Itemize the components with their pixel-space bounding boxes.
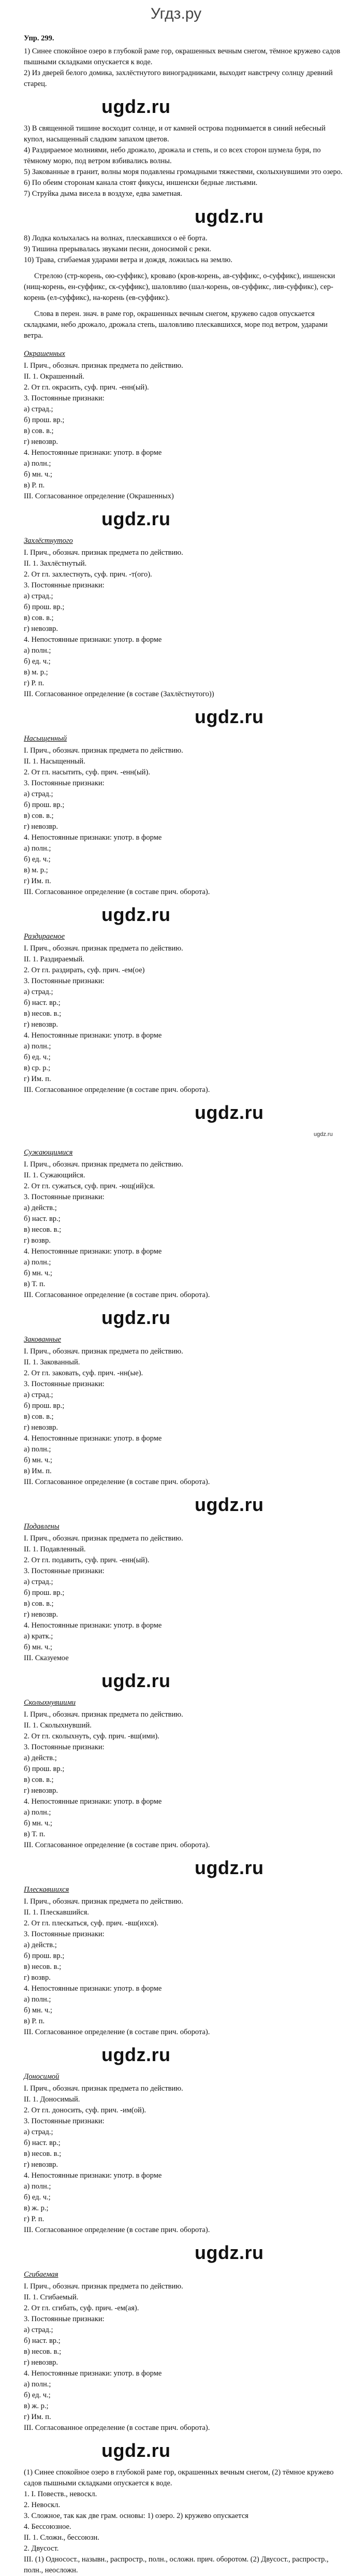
section-line: III. Сказуемое (24, 1654, 69, 1662)
section-line: г) невозвр. (24, 438, 58, 446)
section-line: в) несов. в.; (24, 2348, 62, 2356)
section-line: 4. Непостоянные признаки: употр. в форме (24, 636, 162, 644)
section-line: 2. От гл. окрасить, суф. прич. -енн(ый). (24, 383, 149, 392)
parsing-section (24, 931, 343, 1096)
section-line: в) ж. р.; (24, 2402, 49, 2410)
section-line: 3. Постоянные признаки: (24, 1930, 105, 1938)
section-line: 3. Постоянные признаки: (24, 581, 105, 589)
section-heading: Доносимой (24, 2073, 60, 2081)
section-line: III. Согласованное определение (в составе (Захлёстнутого)) (24, 690, 214, 698)
section-line: а) страд.; (24, 2128, 53, 2136)
section-line: в) несов. в.; (24, 1963, 62, 1971)
section-line: а) действ.; (24, 1754, 57, 1762)
section-line: II. 1. Сгибаемый. (24, 2293, 79, 2301)
section-line: в) м. р.; (24, 668, 48, 677)
section-heading: Закованные (24, 1335, 61, 1344)
section-line: г) невозвр. (24, 1423, 58, 1432)
section-line: 2. От гл. сколыхнуть, суф. прич. -вш(ими). (24, 1732, 159, 1740)
intro-line: 6) По обеим сторонам канала стоят фикусы, иншенски бедные листьями. (24, 179, 258, 187)
section-line: в) Т. п. (24, 1830, 46, 1838)
section-line: а) страд.; (24, 1391, 53, 1399)
section-line: 2. От гл. плескаться, суф. прич. -вш(ихся). (24, 1919, 158, 1927)
parsing-section (24, 1884, 343, 2038)
section-line: 3. Постоянные признаки: (24, 1193, 105, 1201)
parsing-section (24, 2071, 343, 2236)
section-line: I. Прич., обознач. признак предмета по действию. (24, 362, 183, 370)
section-line: б) прош. вр.; (24, 801, 65, 809)
section-line: а) полн.; (24, 459, 51, 468)
section-line: в) м. р.; (24, 866, 48, 874)
watermark: ugdz.ru (195, 706, 264, 727)
section-line: 2. От гл. раздирать, суф. прич. -ем(ое) (24, 966, 145, 974)
parsing-section (24, 1521, 343, 1664)
section-line: в) сов. в.; (24, 812, 54, 820)
section-line: 2. От гл. сужаться, суф. прич. -ющ(ий)ся. (24, 1182, 155, 1190)
section-heading: Насыщенный (24, 735, 67, 743)
section-heading: Окрашенных (24, 350, 65, 358)
final-line: II. 1. Сложн., бессоюзн. (24, 2534, 99, 2542)
intro-line: 2) Из дверей белого домика, захлёстнутого виноградниками, выходит навстречу солнцу древний старец. (24, 69, 333, 88)
intro-line: 3) В священной тишине восходит солнце, и от камней острова поднимается в синий небесный купол, насыщенный сладким запахом цветов. (24, 124, 326, 143)
section-heading: Сгибаемая (24, 2270, 58, 2279)
final-line: (1) Синее спокойное озеро в глубокой раме гор, окрашенных вечным снегом, (2) тёмное кружево садов пышными складками опускается к воде. (24, 2468, 336, 2487)
intro-line: 8) Лодка колыхалась на волнах, плескавшихся о её борта. (24, 234, 208, 242)
section-line: 4. Непостоянные признаки: употр. в форме (24, 1247, 162, 1256)
section-line: 4. Непостоянные признаки: употр. в форме (24, 833, 162, 842)
section-line: а) страд.; (24, 592, 53, 600)
section-line: а) страд.; (24, 790, 53, 798)
section-line: б) ед. ч.; (24, 1053, 51, 1061)
morphemes-paragraph: Стрелою (стр-корень, ою-суффикс), кроваво (кров-корень, ав-суффикс, о-суффикс), иншенски (нищ-корень, ен-суффикс, ск-суффикс), шаловливо (шал-корень, ов-суффикс, лив-суффикс), сер-корень (ел-суффикс), на-корень (ев-суффикс). (24, 272, 335, 302)
intro-line: 10) Трава, сгибаемая ударами ветра и дождя, ложилась на землю. (24, 256, 232, 264)
section-line: II. 1. Сужающийся. (24, 1171, 85, 1179)
section-line: I. Прич., обознач. признак предмета по действию. (24, 746, 183, 755)
watermark: ugdz.ru (195, 206, 264, 227)
section-line: II. 1. Захлёстнутый. (24, 559, 87, 568)
section-line: 2. От гл. подавить, суф. прич. -енн(ый). (24, 1556, 150, 1564)
watermark: ugdz.ru (195, 1494, 264, 1515)
section-line: а) полн.; (24, 1995, 51, 2004)
section-line: III. Согласованное определение (в составе прич. оборота). (24, 1841, 210, 1849)
section-line: 3. Постоянные признаки: (24, 394, 105, 402)
final-line: 2. Невоскл. (24, 2501, 61, 2509)
section-line: III. Согласованное определение (в составе прич. оборота). (24, 1086, 210, 1094)
section-line: а) полн.; (24, 1445, 51, 1454)
section-line: б) мн. ч.; (24, 2006, 52, 2014)
page-content (0, 33, 352, 2576)
section-line: I. Прич., обознач. признак предмета по действию. (24, 2084, 183, 2093)
section-line: а) страд.; (24, 405, 53, 413)
section-line: II. 1. Доносимый. (24, 2095, 80, 2104)
section-line: 4. Непостоянные признаки: употр. в форме (24, 449, 162, 457)
section-line: I. Прич., обознач. признак предмета по действию. (24, 2282, 183, 2291)
section-line: в) сов. в.; (24, 614, 54, 622)
section-line: 3. Постоянные признаки: (24, 1380, 105, 1388)
section-heading: Подавлены (24, 1522, 60, 1531)
section-line: б) мн. ч.; (24, 1269, 52, 1277)
parsing-section (24, 1334, 343, 1488)
section-line: б) мн. ч.; (24, 1456, 52, 1464)
section-line: в) несов. в.; (24, 2150, 62, 2158)
intro-line: 9) Тишина прерывалась звуками песни, доносимой с реки. (24, 245, 211, 253)
parsing-section (24, 733, 343, 898)
parsing-section (24, 349, 343, 502)
watermark: ugdz.ru (101, 2044, 171, 2065)
section-line: б) наст. вр.; (24, 2337, 61, 2345)
intro-line: 7) Струйка дыма висела в воздухе, едва заметная. (24, 190, 182, 198)
section-line: б) ед. ч.; (24, 2391, 51, 2399)
section-line: г) Им. п. (24, 2413, 51, 2421)
section-line: г) возвр. (24, 1974, 51, 1982)
watermark: ugdz.ru (101, 2440, 171, 2461)
section-line: б) мн. ч.; (24, 1819, 52, 1827)
section-line: в) сов. в.; (24, 1413, 54, 1421)
section-line: б) прош. вр.; (24, 1589, 65, 1597)
section-heading: Плескавшихся (24, 1886, 69, 1894)
section-heading: Сужающимися (24, 1148, 73, 1157)
section-line: в) ср. р.; (24, 1064, 51, 1072)
watermark: ugdz.ru (195, 1857, 264, 1878)
section-line: г) невозвр. (24, 1610, 58, 1619)
section-line: а) страд.; (24, 988, 53, 996)
intro-block (24, 46, 343, 266)
section-line: в) Т. п. (24, 1280, 46, 1288)
section-line: б) ед. ч.; (24, 855, 51, 864)
section-line: б) наст. вр.; (24, 1215, 61, 1223)
section-line: г) невозвр. (24, 1020, 58, 1029)
section-line: а) полн.; (24, 1258, 51, 1267)
section-line: г) возвр. (24, 1236, 51, 1245)
watermark: ugdz.ru (101, 508, 171, 529)
section-line: в) Р. п. (24, 481, 45, 490)
section-line: 4. Непостоянные признаки: употр. в форме (24, 2369, 162, 2378)
section-line: б) мн. ч.; (24, 1643, 52, 1651)
section-line: III. Согласованное определение (в составе прич. оборота). (24, 2424, 210, 2432)
section-line: II. 1. Насыщенный. (24, 757, 85, 766)
section-line: в) сов. в.; (24, 1776, 54, 1784)
section-line: 4. Непостоянные признаки: употр. в форме (24, 1797, 162, 1806)
section-line: б) мн. ч.; (24, 470, 52, 479)
intro-line: 5) Закованные в гранит, волны моря подавлены громадными тяжестями, сколыхнувшими это озеро. (24, 168, 343, 176)
section-line: 4. Непостоянные признаки: употр. в форме (24, 1621, 162, 1630)
parsing-section (24, 1697, 343, 1851)
section-line: а) действ.; (24, 1204, 57, 1212)
section-line: в) сов. в.; (24, 427, 54, 435)
parsing-section (24, 1147, 343, 1301)
intro-line: 1) Синее спокойное озеро в глубокой раме гор, окрашенных вечным снегом, тёмное кружево садов пышными складками опускается к воде. (24, 47, 341, 66)
section-line: 2. От гл. захлестнуть, суф. прич. -т(ого). (24, 570, 152, 579)
section-line: III. Согласованное определение (в составе прич. оборота). (24, 2028, 210, 2036)
section-line: III. Согласованное определение (в составе прич. оборота). (24, 888, 210, 896)
section-line: I. Прич., обознач. признак предмета по действию. (24, 1347, 183, 1356)
section-line: г) Им. п. (24, 1075, 51, 1083)
section-line: а) полн.; (24, 2182, 51, 2191)
section-line: 3. Постоянные признаки: (24, 977, 105, 985)
section-line: 3. Постоянные признаки: (24, 2315, 105, 2323)
section-line: а) страд.; (24, 2326, 53, 2334)
section-line: б) прош. вр.; (24, 1765, 65, 1773)
section-line: б) ед. ч.; (24, 657, 51, 666)
section-line: б) прош. вр.; (24, 416, 65, 424)
section-line: а) страд.; (24, 1578, 53, 1586)
task-title: Упр. 299. (24, 34, 54, 42)
section-line: II. 1. Окрашенный. (24, 372, 84, 381)
section-line: в) несов. в.; (24, 1010, 62, 1018)
section-line: 3. Постоянные признаки: (24, 2117, 105, 2125)
parsing-section (24, 536, 343, 700)
section-heading: Захлёстнутого (24, 537, 73, 545)
watermark: ugdz.ru (195, 2242, 264, 2263)
section-line: I. Прич., обознач. признак предмета по действию. (24, 944, 183, 953)
section-line: II. 1. Плескавшийся. (24, 1908, 89, 1917)
section-line: 2. От гл. насытить, суф. прич. -енн(ый). (24, 768, 150, 776)
section-line: 2. От гл. доносить, суф. прич. -им(ой). (24, 2106, 146, 2114)
watermark: ugdz.ru (195, 1102, 264, 1123)
section-line: 3. Постоянные признаки: (24, 1743, 105, 1751)
section-line: г) невозвр. (24, 823, 58, 831)
section-line: в) несов. в.; (24, 1226, 62, 1234)
parsing-sections (24, 349, 343, 2461)
section-line: а) полн.; (24, 1042, 51, 1050)
intro-line: 4) Раздираемое молниями, небо дрожало, дрожала и степь, и со всех сторон шумела буря, по тёмному морю, под ветром взбивались волны. (24, 146, 321, 165)
site-header: Угдз.ру (150, 5, 202, 22)
watermark: ugdz.ru (101, 96, 171, 117)
section-line: 4. Непостоянные признаки: употр. в форме (24, 2171, 162, 2180)
final-line: 2. Двусост. (24, 2544, 59, 2553)
section-line: I. Прич., обознач. признак предмета по действию. (24, 1897, 183, 1906)
section-line: 2. От гл. заковать, суф. прич. -нн(ые). (24, 1369, 143, 1377)
section-line: II. 1. Закованный. (24, 1358, 80, 1366)
section-line: 4. Непостоянные признаки: употр. в форме (24, 1031, 162, 1040)
section-line: б) ед. ч.; (24, 2193, 51, 2201)
section-line: б) наст. вр.; (24, 999, 61, 1007)
final-line: 4. Бессоюзное. (24, 2523, 71, 2531)
section-line: III. Согласованное определение (в составе прич. оборота). (24, 2226, 210, 2234)
section-line: I. Прич., обознач. признак предмета по действию. (24, 1710, 183, 1719)
section-line: б) наст. вр.; (24, 2139, 61, 2147)
final-line: 1. I. Повеств., невоскл. (24, 2490, 97, 2498)
section-line: III. Согласованное определение (в составе прич. оборота). (24, 1478, 210, 1486)
explanation-paragraph: Слова в перен. знач. в раме гор, окрашенных вечным снегом, кружево садов опускается складками, небо дрожало, дрожала степь, шаловливо плескавшихся, море под ветром, ударами ветра. (24, 310, 328, 340)
watermark: ugdz.ru (101, 1307, 171, 1328)
section-line: г) Р. п. (24, 679, 45, 687)
section-line: в) ж. р.; (24, 2204, 49, 2212)
section-line: I. Прич., обознач. признак предмета по действию. (24, 1534, 183, 1543)
section-line: II. 1. Сколыхнувший. (24, 1721, 92, 1730)
section-line: в) сов. в.; (24, 1600, 54, 1608)
section-line: 3. Постоянные признаки: (24, 779, 105, 787)
section-line: г) невозвр. (24, 2358, 58, 2367)
section-line: 3. Постоянные признаки: (24, 1567, 105, 1575)
final-line: III. (1) Односост., назывн., распростр., полн., осложн. прич. оборотом. (2) Двусост., распростр., полн., неосложн. (24, 2555, 331, 2574)
section-line: III. Согласованное определение (в составе прич. оборота). (24, 1291, 210, 1299)
section-line: а) действ.; (24, 1941, 57, 1949)
section-line: III. Согласованное определение (Окрашенных) (24, 492, 174, 500)
section-line: 4. Непостоянные признаки: употр. в форме (24, 1434, 162, 1443)
watermark-small: ugdz.ru (314, 1131, 333, 1138)
section-line: б) прош. вр.; (24, 603, 65, 611)
section-line: в) Им. п. (24, 1467, 52, 1475)
section-line: б) прош. вр.; (24, 1402, 65, 1410)
section-line: в) Р. п. (24, 2017, 45, 2025)
parsing-section (24, 2269, 343, 2434)
watermark: ugdz.ru (101, 904, 171, 925)
section-line: II. 1. Раздираемый. (24, 955, 84, 963)
section-line: г) невозвр. (24, 625, 58, 633)
section-line: г) Им. п. (24, 877, 51, 885)
section-line: а) полн.; (24, 646, 51, 655)
section-line: I. Прич., обознач. признак предмета по действию. (24, 549, 183, 557)
section-line: г) невозвр. (24, 1787, 58, 1795)
final-parsing (24, 2467, 343, 2576)
watermark: ugdz.ru (101, 1670, 171, 1691)
section-line: II. 1. Подавленный. (24, 1545, 86, 1553)
section-line: а) полн.; (24, 844, 51, 853)
section-line: а) полн.; (24, 1808, 51, 1817)
section-line: г) Р. п. (24, 2215, 45, 2223)
section-line: а) кратк.; (24, 1632, 53, 1640)
section-heading: Раздираемое (24, 932, 65, 941)
section-line: б) прош. вр.; (24, 1952, 65, 1960)
section-line: 2. От гл. сгибать, суф. прич. -ем(ая). (24, 2304, 139, 2312)
final-line: 3. Сложное, так как две грам. основы: 1) озеро. 2) кружево опускается (24, 2512, 248, 2520)
section-line: I. Прич., обознач. признак предмета по действию. (24, 1160, 183, 1169)
section-line: а) полн.; (24, 2380, 51, 2388)
section-line: 4. Непостоянные признаки: употр. в форме (24, 1984, 162, 1993)
section-heading: Сколыхнувшими (24, 1699, 76, 1707)
section-line: г) невозвр. (24, 2161, 58, 2169)
